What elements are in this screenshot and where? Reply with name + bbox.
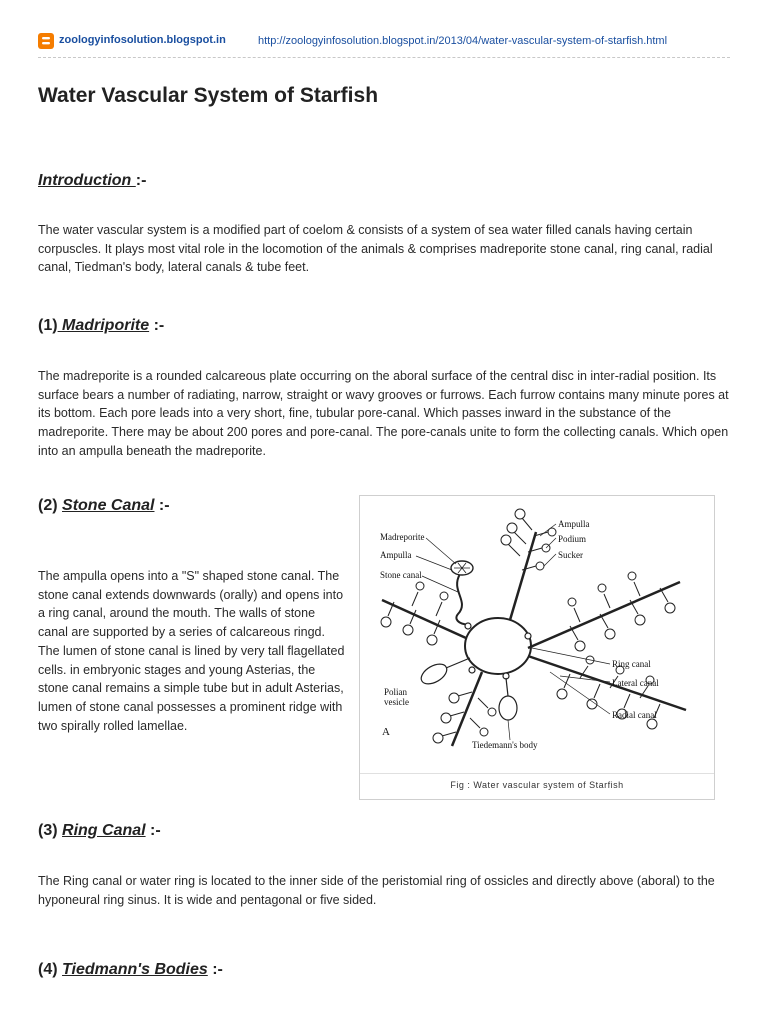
tiedmann-heading-suffix: :- (207, 961, 223, 978)
madriporite-heading-label: Madriporite (57, 317, 150, 334)
label-tiedemann: Tiedemann's body (472, 740, 538, 750)
ring-canal-text: The Ring canal or water ring is located to the inner side of the peristomial ring of ossicles and directly above (aboral) to the hyponeural ring sinus. It is wide and pentagonal or five sided. (38, 874, 715, 907)
ring-canal-number: (3) (38, 822, 58, 839)
label-ring-canal: Ring canal (612, 659, 651, 669)
ring-canal-heading-label: Ring Canal (62, 822, 146, 839)
ring-canal-shape (465, 618, 531, 674)
tiedmann-heading-label: Tiedmann's Bodies (62, 961, 208, 978)
intro-heading-label: Introduction (38, 172, 136, 189)
page-url-link[interactable]: http://zoologyinfosolution.blogspot.in/2013/04/water-vascular-system-of-starfish.html (258, 35, 668, 47)
label-podium: Podium (558, 534, 587, 544)
ring-canal-heading-suffix: :- (145, 822, 161, 839)
label-polian: Polian (384, 687, 408, 697)
madriporite-heading (38, 317, 164, 335)
blogger-icon (38, 33, 54, 49)
intro-heading-suffix: :- (135, 172, 147, 189)
label-ampulla-right: Ampulla (558, 519, 590, 529)
label-sucker: Sucker (558, 550, 583, 560)
stone-canal-number: (2) (38, 497, 58, 514)
stone-canal-heading-label: Stone Canal (62, 497, 155, 514)
label-ampulla-left: Ampulla (380, 550, 412, 560)
label-lateral-canal: Lateral canal (612, 678, 659, 688)
stone-canal-text: The ampulla opens into a "S" shaped stone canal. The stone canal extends downwards (orally) and opens into a ring canal, around the mouth. The walls of stone canal are supported by a series of calcareous ringd. The lumen of stone canal is lined by very tall flagellated cells. in embryonic stages and young Asterias, the stone canal remains a simple tube but in adult Asterias, lumen of stone canal possesses a prominent ridge with two spirally rolled lamellae. (38, 569, 345, 733)
intro-heading (38, 172, 146, 190)
label-stone-canal: Stone canal (380, 570, 422, 580)
header-divider (38, 57, 730, 58)
label-madreporite: Madreporite (380, 532, 425, 542)
label-panel-a: A (382, 726, 390, 738)
figure-caption: Fig : Water vascular system of Starfish (450, 780, 624, 790)
ring-canal-heading (38, 822, 161, 840)
stone-canal-heading (38, 497, 170, 515)
caption-divider (360, 773, 714, 774)
water-vascular-diagram (360, 496, 714, 772)
intro-text: The water vascular system is a modified part of coelom & consists of a system of sea water filled canals having certain corpuscles. It plays most vital role in the locomotion of the animals & comprises madreporite stone canal, ring canal, radial canal, Tiedman's body, lateral canals & tube feet. (38, 223, 713, 275)
tiedmann-number: (4) (38, 961, 58, 978)
madriporite-text: The madreporite is a rounded calcareous plate occurring on the aboral surface of the central disc in inter-radial position. Its surface bears a number of radiating, narrow, straight or wavy grooves or furrows. Each furrow contains many minute pores at its bottom. Each pore leads into a very short, fine, tubular pore-canal. Which passes inward in the substance of the madreporite. There may be about 200 pores and pore-canal. The pore-canals unite to form the collecting canals. Which open into an ampulla beneath the madreporite. (38, 369, 729, 458)
madriporite-number: (1) (38, 317, 58, 334)
label-radial-canal: Radial canal (612, 710, 657, 720)
tiedmann-heading (38, 961, 223, 979)
starfish-figure (359, 495, 715, 800)
stone-canal-heading-suffix: :- (154, 497, 170, 514)
madriporite-heading-suffix: :- (149, 317, 165, 334)
label-vesicle: vesicle (384, 697, 409, 707)
site-header (38, 33, 730, 53)
page-title: Water Vascular System of Starfish (38, 84, 379, 107)
site-name-link[interactable]: zoologyinfosolution.blogspot.in (59, 34, 226, 46)
